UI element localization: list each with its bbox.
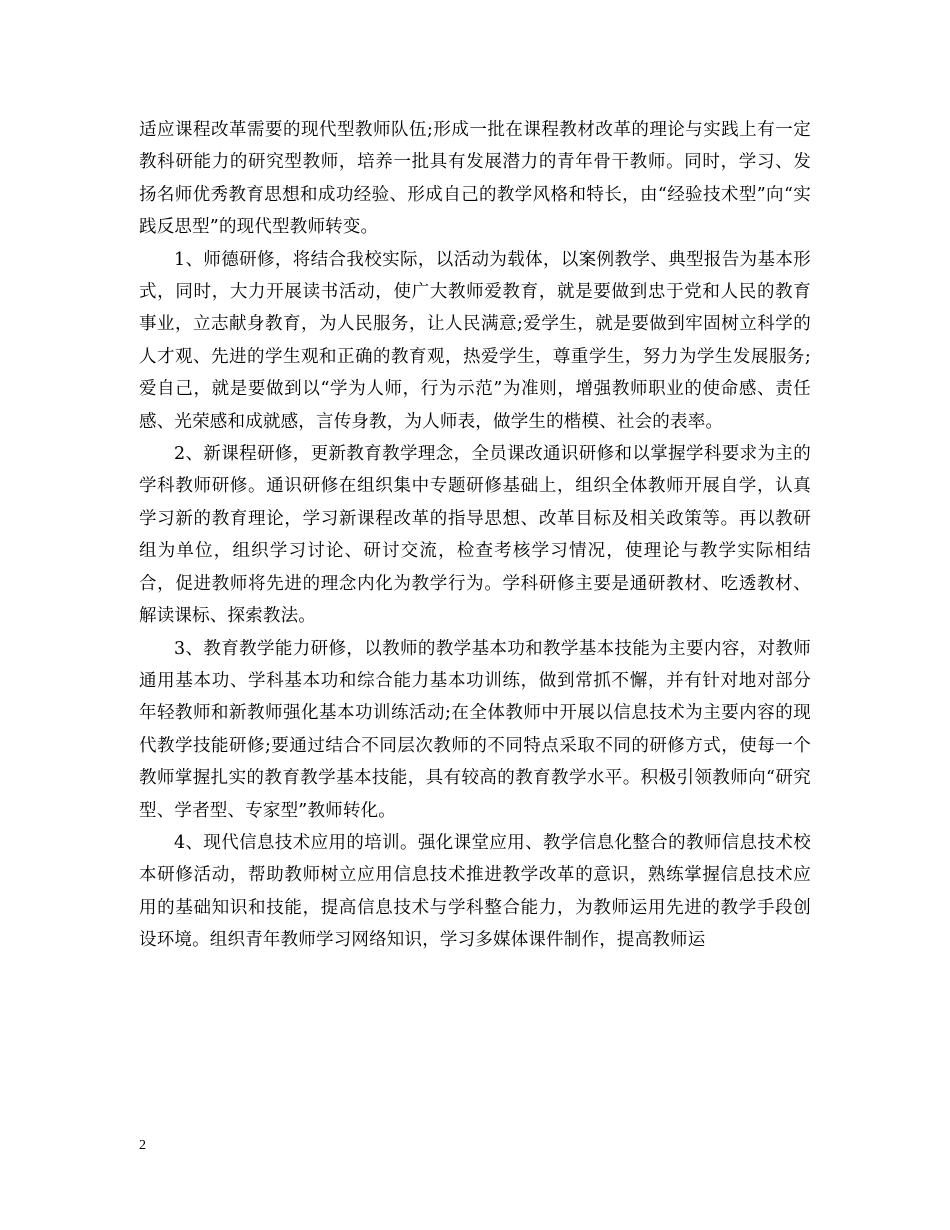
paragraph-continuation: 适应课程改革需要的现代型教师队伍;形成一批在课程教材改革的理论与实践上有一定教科研能力的研究型教师，培养一批具有发展潜力的青年骨干教师。同时，学习、发扬名师优秀教育思想和成功经验、形成自己的教学风格和特长，由“经验技术型”向“实践反思型”的现代型教师转变。	[139, 120, 811, 238]
paragraph-it-application-training: 4、现代信息技术应用的培训。强化课堂应用、教学信息化整合的教师信息技术校本研修活动，帮助教师树立应用信息技术推进教学改革的意识，熟练掌握信息技术应用的基础知识和技能，提高信息技术与学科整合能力，为教师运用先进的教学手段创设环境。组织青年教师学习网络知识，学习多媒体课件制作，提高教师运	[139, 832, 811, 951]
paragraph-teaching-ability-training: 3、教育教学能力研修，以教师的教学基本功和教学基本技能为主要内容，对教师通用基本功、学科基本功和综合能力基本功训练，做到常抓不懈，并有针对地对部分年轻教师和新教师强化基本功训练活动;在全体教师中开展以信息技术为主要内容的现代教学技能研修;要通过结合不同层次教师的不同特点采取不同的研修方式，使每一个教师掌握扎实的教育教学基本技能，具有较高的教育教学水平。积极引领教师向“研究型、学者型、专家型”教师转化。	[139, 638, 811, 821]
document-body	[139, 114, 811, 957]
paragraph-ethics-training: 1、师德研修，将结合我校实际，以活动为载体，以案例教学、典型报告为基本形式，同时，大力开展读书活动，使广大教师爱教育，就是要做到忠于党和人民的教育事业，立志献身教育，为人民服务，让人民满意;爱学生，就是要做到牢固树立科学的人才观、先进的学生观和正确的教育观，热爱学生，尊重学生，努力为学生发展服务;爱自己，就是要做到以“学为人师，行为示范”为准则，增强教师职业的使命感、责任感、光荣感和成就感，言传身教，为人师表，做学生的楷模、社会的表率。	[139, 249, 811, 432]
paragraph-new-curriculum-training: 2、新课程研修，更新教育教学理念，全员课改通识研修和以掌握学科要求为主的学科教师研修。通识研修在组织集中专题研修基础上，组织全体教师开展自学，认真学习新的教育理论，学习新课程改革的指导思想、改革目标及相关政策等。再以教研组为单位，组织学习讨论、研讨交流，检查考核学习情况，使理论与教学实际相结合，促进教师将先进的理念内化为教学行为。学科研修主要是通研教材、吃透教材、解读课标、探索教法。	[139, 444, 811, 627]
page-number: 2	[139, 1138, 146, 1153]
